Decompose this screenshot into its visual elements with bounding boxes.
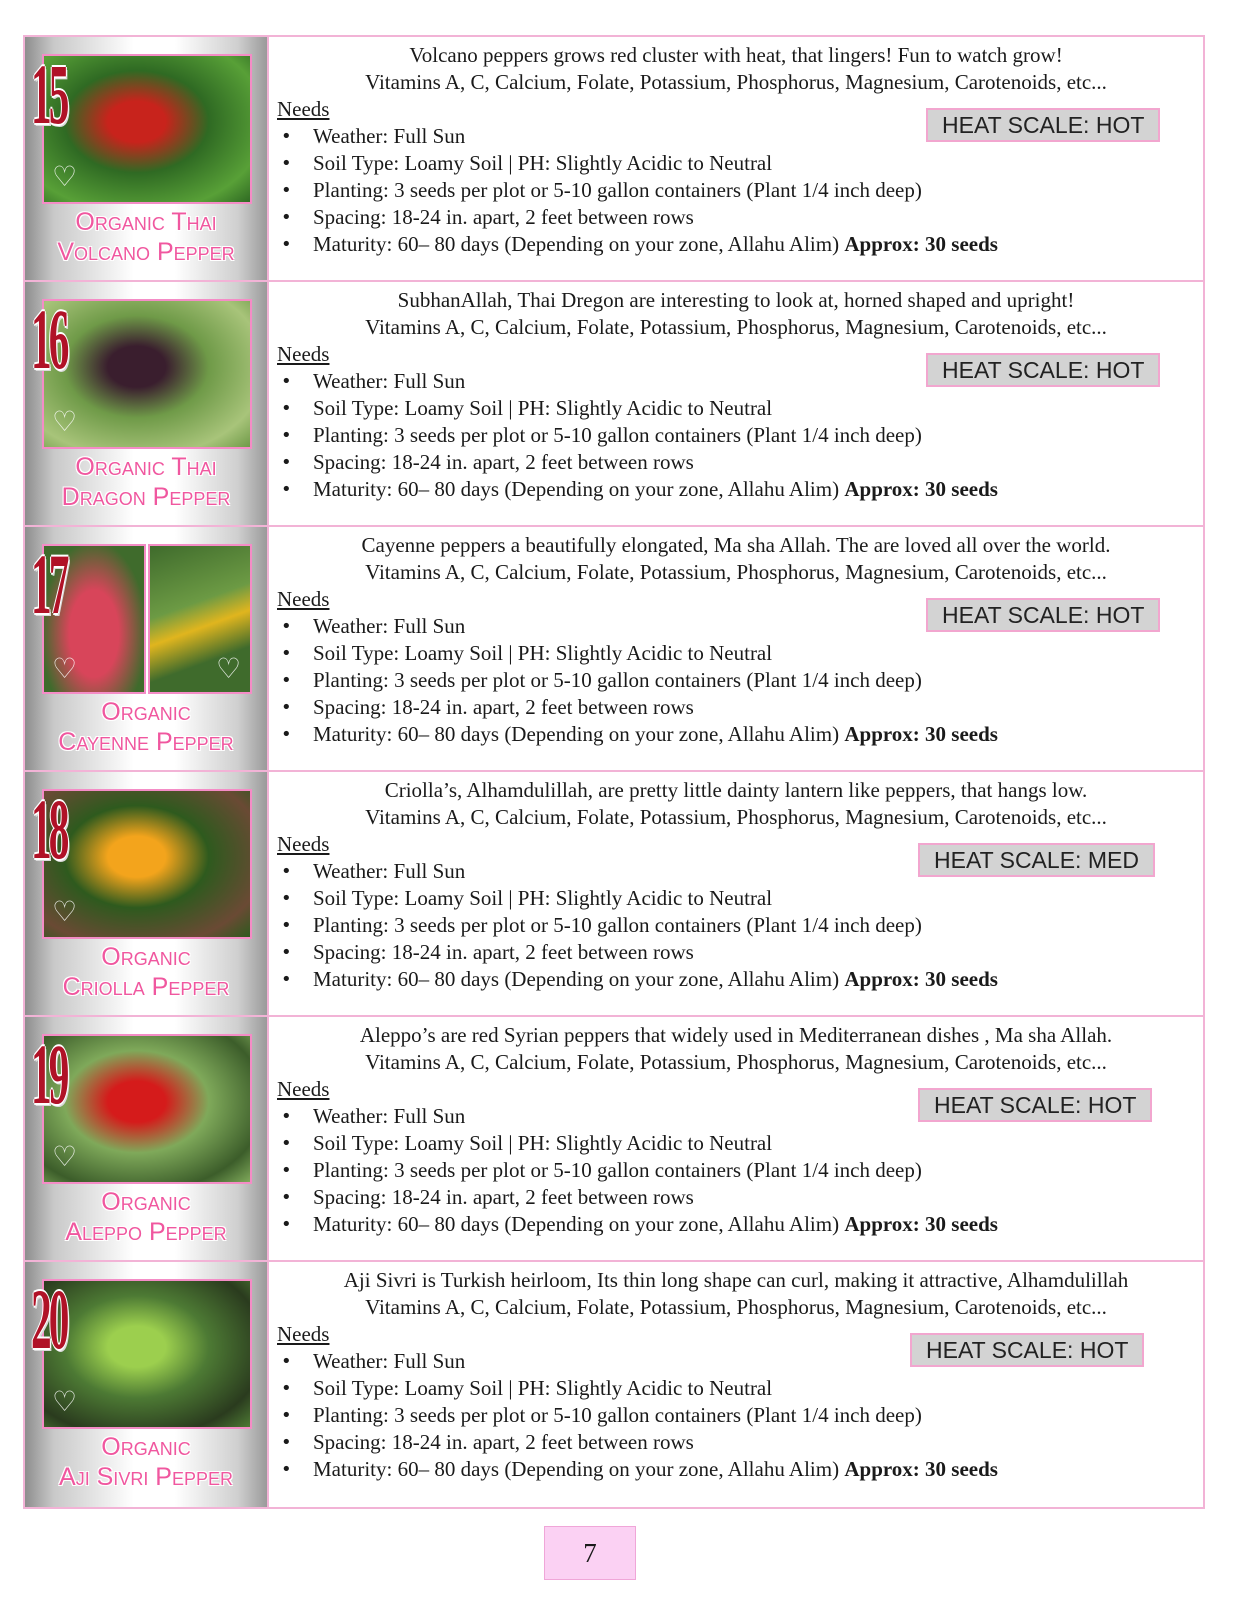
spacing-item: • Spacing: 18-24 in. apart, 2 feet between rows [277,204,1195,231]
needs-list [277,613,1195,748]
needs-heading: Needs [277,832,330,856]
seed-count: Approx: 30 seeds [844,722,998,746]
vitamins-line: Vitamins A, C, Calcium, Folate, Potassium, Phosphorus, Magnesium, Carotenoids, etc... [365,1050,1107,1074]
heart-logo-icon [52,409,80,435]
spacing-item: • Spacing: 18-24 in. apart, 2 feet between rows [277,1429,1195,1456]
maturity-text: Maturity: 60– 80 days (Depending on your zone, Allahu Alim) [313,477,840,501]
seed-count: Approx: 30 seeds [844,1457,998,1481]
weather-item: • Weather: Full Sun [277,613,1195,640]
heat-scale-value: HOT [1079,1337,1129,1363]
spacing-item: • Spacing: 18-24 in. apart, 2 feet between rows [277,694,1195,721]
planting-item: • Planting: 3 seeds per plot or 5-10 gallon containers (Plant 1/4 inch deep) [277,1157,1195,1184]
soil-item: • Soil Type: Loamy Soil | PH: Slightly Acidic to Neutral [277,1375,1195,1402]
soil-item: • Soil Type: Loamy Soil | PH: Slightly Acidic to Neutral [277,150,1195,177]
heat-scale-badge [926,598,1160,632]
weather-item: • Weather: Full Sun [277,1348,1195,1375]
pepper-photo [42,299,252,449]
maturity-text: Maturity: 60– 80 days (Depending on your zone, Allahu Alim) [313,1212,840,1236]
vitamins-line: Vitamins A, C, Calcium, Folate, Potassium, Phosphorus, Magnesium, Carotenoids, etc... [365,805,1107,829]
pepper-side-panel [25,772,269,1015]
heat-scale-badge [926,108,1160,142]
maturity-item [277,966,1195,993]
pepper-name-line2: Criolla Pepper [62,973,230,1001]
vitamins-line: Vitamins A, C, Calcium, Folate, Potassium, Phosphorus, Magnesium, Carotenoids, etc... [365,1295,1107,1319]
spacing-item: • Spacing: 18-24 in. apart, 2 feet between rows [277,1184,1195,1211]
pepper-photo [42,1279,252,1429]
pepper-number: 19 [31,1026,67,1122]
pepper-name-line1: Organic [101,1188,191,1216]
pepper-description: Aleppo’s are red Syrian peppers that widely used in Mediterranean dishes , Ma sha Allah. [359,1023,1113,1047]
pepper-name-line1: Organic [101,1433,191,1461]
soil-item: • Soil Type: Loamy Soil | PH: Slightly Acidic to Neutral [277,885,1195,912]
soil-item: • Soil Type: Loamy Soil | PH: Slightly Acidic to Neutral [277,395,1195,422]
heart-logo-icon [52,899,80,925]
needs-list [277,123,1195,258]
pepper-name-line1: Organic Thai [75,453,217,481]
pepper-number: 16 [31,291,67,387]
pepper-row [25,282,1203,527]
page-number: 7 [544,1526,636,1580]
pepper-description: Criolla’s, Alhamdulillah, are pretty little dainty lantern like peppers, that hangs low. [384,778,1088,802]
weather-item: • Weather: Full Sun [277,1103,1195,1130]
pepper-details [269,772,1203,1015]
pepper-name-line2: Dragon Pepper [61,483,231,511]
heart-logo-icon [52,1144,80,1170]
vitamins-line: Vitamins A, C, Calcium, Folate, Potassium, Phosphorus, Magnesium, Carotenoids, etc... [365,560,1107,584]
heat-scale-label: HEAT SCALE: [942,357,1090,383]
pepper-side-panel [25,282,269,525]
weather-item: • Weather: Full Sun [277,858,1195,885]
vitamins-line: Vitamins A, C, Calcium, Folate, Potassium, Phosphorus, Magnesium, Carotenoids, etc... [365,315,1107,339]
needs-heading: Needs [277,587,330,611]
heart-logo-icon [52,164,80,190]
maturity-text: Maturity: 60– 80 days (Depending on your zone, Allahu Alim) [313,1457,840,1481]
maturity-text: Maturity: 60– 80 days (Depending on your zone, Allahu Alim) [313,967,840,991]
pepper-name-line1: Organic Thai [75,208,217,236]
heat-scale-label: HEAT SCALE: [934,1092,1082,1118]
heat-scale-value: HOT [1095,602,1145,628]
heart-logo-icon [52,1389,80,1415]
heat-scale-value: HOT [1095,112,1145,138]
maturity-text: Maturity: 60– 80 days (Depending on your zone, Allahu Alim) [313,722,840,746]
pepper-photo [42,54,252,204]
heat-scale-label: HEAT SCALE: [926,1337,1074,1363]
pepper-row [25,527,1203,772]
needs-list [277,368,1195,503]
needs-list [277,1103,1195,1238]
pepper-description: Volcano peppers grows red cluster with heat, that lingers! Fun to watch grow! [409,43,1063,67]
pepper-name-line1: Organic [101,698,191,726]
soil-item: • Soil Type: Loamy Soil | PH: Slightly Acidic to Neutral [277,640,1195,667]
pepper-name-line2: Aji Sivri Pepper [59,1463,233,1491]
pepper-number: 17 [31,536,67,632]
maturity-item [277,721,1195,748]
maturity-item [277,1211,1195,1238]
heart-logo-icon [216,656,244,682]
vitamins-line: Vitamins A, C, Calcium, Folate, Potassium, Phosphorus, Magnesium, Carotenoids, etc... [365,70,1107,94]
planting-item: • Planting: 3 seeds per plot or 5-10 gallon containers (Plant 1/4 inch deep) [277,1402,1195,1429]
pepper-details [269,527,1203,770]
heat-scale-value: HOT [1095,357,1145,383]
pepper-details [269,37,1203,280]
seed-count: Approx: 30 seeds [844,967,998,991]
planting-item: • Planting: 3 seeds per plot or 5-10 gallon containers (Plant 1/4 inch deep) [277,912,1195,939]
pepper-photo [42,544,252,694]
pepper-side-panel [25,1017,269,1260]
pepper-name-line1: Organic [101,943,191,971]
spacing-item: • Spacing: 18-24 in. apart, 2 feet between rows [277,449,1195,476]
pepper-row [25,1262,1203,1507]
heat-scale-value: HOT [1087,1092,1137,1118]
needs-heading: Needs [277,1322,330,1346]
heat-scale-badge [918,1088,1152,1122]
planting-item: • Planting: 3 seeds per plot or 5-10 gallon containers (Plant 1/4 inch deep) [277,177,1195,204]
pepper-side-panel [25,37,269,280]
heart-logo-icon [52,656,80,682]
soil-item: • Soil Type: Loamy Soil | PH: Slightly Acidic to Neutral [277,1130,1195,1157]
pepper-photo [42,1034,252,1184]
heat-scale-label: HEAT SCALE: [942,602,1090,628]
pepper-photo [42,789,252,939]
heat-scale-badge [918,843,1155,877]
maturity-text: Maturity: 60– 80 days (Depending on your zone, Allahu Alim) [313,232,840,256]
pepper-number: 18 [31,781,67,877]
photo-panel [148,544,252,694]
seed-count: Approx: 30 seeds [844,232,998,256]
heat-scale-value: MED [1087,847,1139,873]
pepper-description: SubhanAllah, Thai Dregon are interesting to look at, horned shaped and upright! [397,288,1075,312]
weather-item: • Weather: Full Sun [277,368,1195,395]
pepper-name-line2: Cayenne Pepper [58,728,234,756]
pepper-name-line2: Volcano Pepper [57,238,235,266]
weather-item: • Weather: Full Sun [277,123,1195,150]
spacing-item: • Spacing: 18-24 in. apart, 2 feet between rows [277,939,1195,966]
needs-heading: Needs [277,97,330,121]
needs-list [277,858,1195,993]
needs-list [277,1348,1195,1483]
seed-count: Approx: 30 seeds [844,1212,998,1236]
pepper-row [25,772,1203,1017]
pepper-details [269,1262,1203,1507]
seed-count: Approx: 30 seeds [844,477,998,501]
heat-scale-label: HEAT SCALE: [934,847,1082,873]
pepper-name-line2: Aleppo Pepper [65,1218,227,1246]
pepper-side-panel [25,527,269,770]
heat-scale-badge [926,353,1160,387]
pepper-details [269,282,1203,525]
pepper-side-panel [25,1262,269,1507]
pepper-description: Cayenne peppers a beautifully elongated, Ma sha Allah. The are loved all over the world. [361,533,1111,557]
pepper-row [25,37,1203,282]
heat-scale-label: HEAT SCALE: [942,112,1090,138]
pepper-row [25,1017,1203,1262]
pepper-catalog-table [23,35,1205,1509]
planting-item: • Planting: 3 seeds per plot or 5-10 gallon containers (Plant 1/4 inch deep) [277,422,1195,449]
maturity-item [277,476,1195,503]
maturity-item [277,231,1195,258]
pepper-description: Aji Sivri is Turkish heirloom, Its thin long shape can curl, making it attractive, Alhamdulillah [343,1268,1129,1292]
needs-heading: Needs [277,342,330,366]
heat-scale-badge [910,1333,1144,1367]
needs-heading: Needs [277,1077,330,1101]
planting-item: • Planting: 3 seeds per plot or 5-10 gallon containers (Plant 1/4 inch deep) [277,667,1195,694]
pepper-details [269,1017,1203,1260]
maturity-item [277,1456,1195,1483]
pepper-number: 20 [31,1271,67,1367]
pepper-number: 15 [31,46,67,142]
